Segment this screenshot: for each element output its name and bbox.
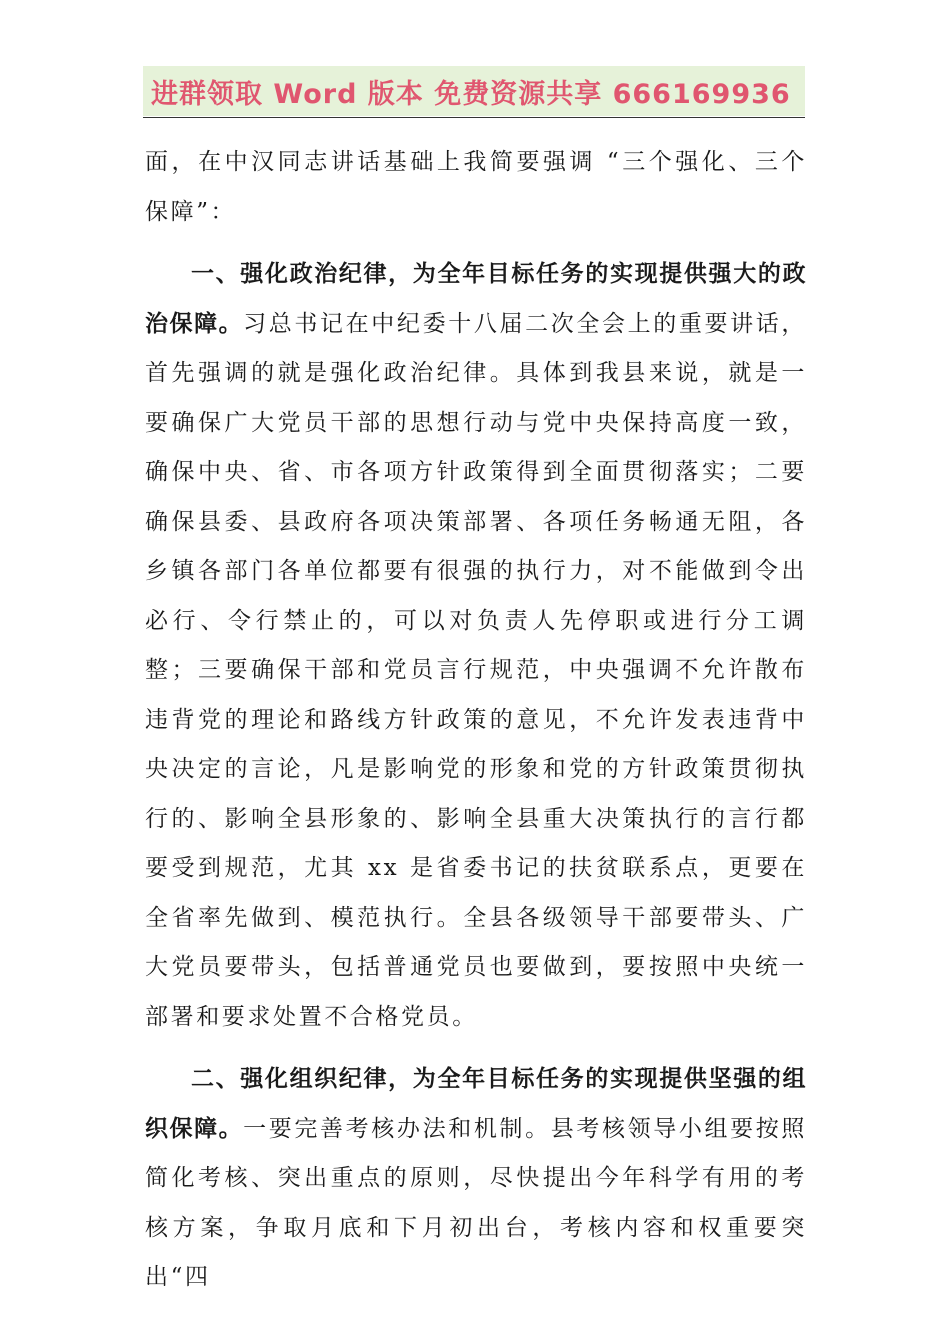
section-2-heading: 二、强化组织纪律，为全年目标任务的实现提供坚强的组织保障。 [145, 1066, 807, 1142]
banner-text: 进群领取 Word 版本 免费资源共享 666169936 [151, 78, 791, 110]
section-1-paragraph [145, 250, 807, 1042]
watermark-banner [143, 66, 805, 116]
paragraph-continuation: 面，在中汉同志讲话基础上我简要强调 “三个强化、三个保障”： [145, 149, 807, 225]
section-2-paragraph [145, 1055, 807, 1303]
section-1-heading: 一、强化政治纪律，为全年目标任务的实现提供强大的政治保障。 [145, 261, 807, 337]
header-divider [143, 117, 805, 118]
section-2-body: 一要完善考核办法和机制。县考核领导小组要按照简化考核、突出重点的原则，尽快提出今年科学有用的考核方案，争取月底和下月初出台，考核内容和权重要突出“四 [145, 1115, 808, 1290]
section-1-body: 习总书记在中纪委十八届二次全会上的重要讲话，首先强调的就是强化政治纪律。具体到我县来说，就是一要确保广大党员干部的思想行动与党中央保持高度一致，确保中央、省、市各项方针政策得到全面贯彻落实；二要确保县委、县政府各项决策部署、各项任务畅通无阻，各乡镇各部门各单位都要有很强的执行力，对不能做到令出必行、令行禁止的，可以对负责人先停职或进行分工调整；三要确保干部和党员言行规范，中央强调不允许散布违背党的理论和路线方针政策的意见，不允许发表违背中央决定的言论，凡是影响党的形象和党的方针政策贯彻执行的、影响全县形象的、影响全县重大决策执行的言行都要受到规范，尤其 xx 是省委书记的扶贫联系点，更要在全省率先做到、模范执行。全县各级领导干部要带头、广大党员要带头，包括普通党员也要做到，要按照中央统一部署和要求处置不合格党员。 [145, 310, 808, 1030]
document-body [145, 138, 807, 1303]
